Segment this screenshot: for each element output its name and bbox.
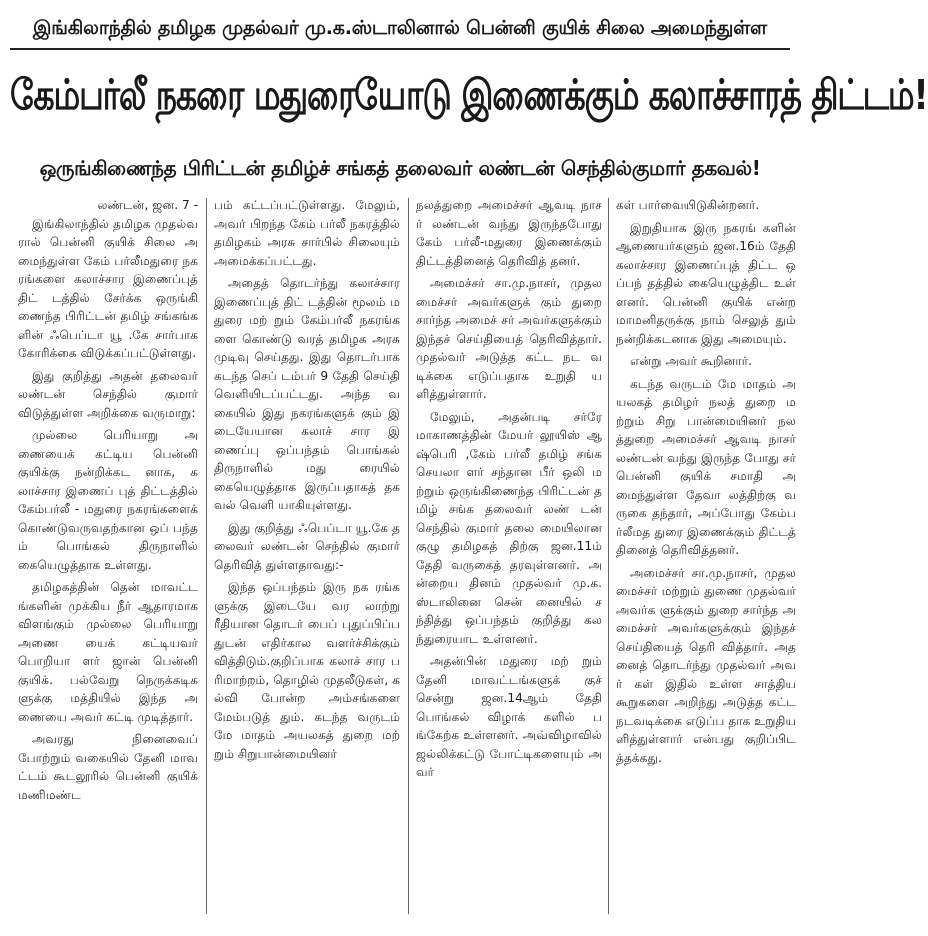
kicker-line: இங்கிலாந்தில் தமிழக முதல்வர் மு.க.ஸ்டாலினால் பென்னி குயிக் சிலை அமைந்துள்ள <box>10 8 790 50</box>
column-3 <box>416 196 602 926</box>
paragraph: முல்லை பெரியாறு அணையைக் கட்டிய பென்னி குயிக்கு நன்றிக்கட னாக, கலாச்சார இணைப் புத் திட்டத்தில் கேம்பர்லீ - மதுரை நகரங்களைக் கொண்டுவருவதற்கான ஒப் பந்தம் பொங்கல் திருநாளில் கையெழுத்தாக உள்ளது. <box>18 428 198 572</box>
paragraph: அமைச்சர் சா.மு.நாசர், முதலமைச்சர் மற்றும் துணை முதல்வர் அவர்க ளுக்கும் துறை சார்ந்த அமைச்சர் அவர்களுக்கும் இந்தச் செய்தியைத் தெரி வித்தார். அதனைத் தொடர்ந்து முதல்வர் அவர் கள் இதில் உள்ள சாத்திய கூறுகளை அறிந்து அடுத்த கட்ட நடவடிக்கை எடுப்ப தாக உறுதியளித்துள்ளார் என்பது குறிப்பிடத்தக்கது. <box>616 565 796 765</box>
paragraph: அதைத் தொடர்ந்து கலாச்சார இணைப்புத் திட் டத்தின் மூலம் மதுரை மற் றும் கேம்பர்லீ நகரங்களை கொண்டு வரத் தமிழக அரசு முடிவு செய்தது. இது தொடர்பாக கடந்த செப் டம்பர் 9 தேதி செய்தி வெளியிடப்பட்டது. அந்த வகையில் இது நகரங்களுக் கும் இடையேயான கலாச் சார இணைப்பு ஒப்பந்தம் பொங்கல் திருநாளில் மது ரையில் கையெழுத்தாக இருப்பதாகத் தகவல் வெளி யாகியுள்ளது. <box>214 276 400 512</box>
paragraph: பம் கட்டப்பட்டுள்ளது. மேலும், அவர் பிறந்த கேம் பர்லீ நகரத்தில் தமிழகம் அரசு சார்பில் சிலையும் அமைக்கப்பட்டது. <box>214 198 400 268</box>
paragraph: இது குறித்து ஃபெப்டா யூ.கே தலைவர் லண்டன் செந்தில் குமார் தெரிவித் துள்ளதாவது:- <box>214 520 400 572</box>
paragraph: கள் பார்வையிடுகின்றனர். <box>616 198 760 212</box>
column-1 <box>18 196 198 926</box>
column-4 <box>616 196 796 926</box>
article-body <box>18 196 794 926</box>
dateline: லண்டன், ஜன. 7 - <box>97 198 198 212</box>
paragraph: என்று அவர் கூறினார். <box>630 354 752 368</box>
headline: கேம்பர்லீ நகரை மதுரையோடு இணைக்கும் கலாச்சாரத் திட்டம்! <box>10 70 928 119</box>
paragraph: அமைச்சர் சா.மு.நாசர், முதலமைச்சர் அவர்களுக் கும் துறை சார்ந்த அமைச் சர் அவர்களுக்கும் இந்தச் செய்தியைத் தெரிவித்தார். முதல்வர் அடுத்த கட்ட நட வடிக்கை எடுப்பதாக உறுதி யளித்துள்ளார். <box>416 276 602 401</box>
paragraph: இந்த ஒப்பந்தம் இரு நக ரங்களுக்கு இடையே வர லாற்று ரீதியான தொடர் பைப் புதுப்பிப்பதுடன் எதிர்கால வளர்ச்சிக்கும் வித்திடும்.குறிப்பாக கலாச் சார பரிமாற்றம், தொழில் முதலீடுகள், கல்வி போன்ற அம்சங்களை மேம்படுத் தும். கடந்த வருடம் மே மாதம் அயலகத் துறை மற் றும் சிறுபான்மையினர் <box>214 580 400 761</box>
paragraph: அவரது நினைவைப் போற்றும் வகையில் தேனி மாவட்டம் கூடலூரில் பென்னி குயிக் மணிமண்ட <box>18 732 198 802</box>
paragraph: தமிழகத்தின் தென் மாவட்டங்களின் முக்கிய நீர் ஆதாரமாக விளங்கும் முல்லை பெரியாறு அணை யைக் கட்டியவர் பொறியா ளர் ஜான் பென்னி குயிக். பல்வேறு நெருக்கடிகளுக்கு மத்தியில் இந்த அணையை அவர் கட்டி முடித்தார். <box>18 580 198 724</box>
paragraph: கடந்த வருடம் மே மாதம் அயலகத் தமிழர் நலத் துறை மற்றும் சிறு பான்மையினர் நலத்துறை அமைச்சர் ஆவடி நாசர் லண்டன் வந்து இருந்த போது சர் பென்னி குயிக் சமாதி அமைந்துள்ள தேவா லத்திற்கு வருகை தந்தார், அப்போது கேம்பர்லீமத துரை இணைக்கும் திட்டத் தினைத் தெரிவித்தனர். <box>616 376 796 557</box>
paragraph: மேலும், அதன்படி சர்ரே மாகாணத்தின் மேயர் லூயிஸ் ஆஷ்பெரி ,கேம் பர்லீ தமிழ் சங்க செயலா ளர் சந்தான பீர் ஒலி மற்றும் ஒருங்கிணைந்த பிரிட்டன் தமிழ் சங்க தலைவர் லண் டன் செந்தில் குமார் தலை மையிலான குழு தமிழகத் திற்கு ஜன.11ம் தேதி வருகைத் தரவுள்ளனர். அன்றைய தினம் முதல்வர் மு.க.ஸ்டாலினை சென் னையில் சந்தித்து ஒப்பந்தம் குறித்து கலந்துரையாட உள்ளனர். <box>416 409 602 646</box>
paragraph: இது குறித்து அதன் தலைவர் லண்டன் செந்தில் குமார் விடுத்துள்ள அறிக்கை வருமாறு: <box>18 368 198 420</box>
paragraph: நலத்துறை அமைச்சர் ஆவடி நாசர் லண்டன் வந்து இருந்தபோது கேம் பர்லீ-மதுரை இணைக்கும் திட்டத்தினைத் தெரிவித் தனர். <box>416 198 602 268</box>
paragraph: இங்கிலாந்தில் தமிழக முதல்வரால் பென்னி குயிக் சிலை அமைந்துள்ள கேம் பர்லீமதுரை நகரங்களை கலாச்சார இணைப்புத் திட் டத்தில் சேர்க்க ஒருங்கி ணைந்த பிரிட்டன் தமிழ் சங்கங்களின் ஃபெப்டா யூ .கே சார்பாக கோரிக்கை விடுக்கப்பட்டுள்ளது. <box>18 216 198 360</box>
paragraph: அதன்பின் மதுரை மற் றும் தேனி மாவட்டங்களுக் குச் சென்று ஜன.14ஆம் தேதி பொங்கல் விழாக் களில் பங்கேற்க உள்ளனர். அவ்விழாவில் ஜல்லிக்கட்டு போட்டிகளையும் அவர் <box>416 654 602 779</box>
paragraph: இறுதியாக இரு நகரங் களின் ஆணையர்களும் ஜன.16ம் தேதி கலாச்சார இணைப்புத் திட்ட ஒப்பந் தத்தில் கையெழுத்திட உள் ளனர். பென்னி குயிக் என்ற மாமனிதருக்கு நாம் செலுத் தும் நன்றிக்கடனாக இது அமையும். <box>616 220 796 346</box>
column-2 <box>214 196 400 926</box>
subheadline: ஒருங்கிணைந்த பிரிட்டன் தமிழ்ச் சங்கத் தலைவர் லண்டன் செந்தில்குமார் தகவல்! <box>39 156 761 180</box>
